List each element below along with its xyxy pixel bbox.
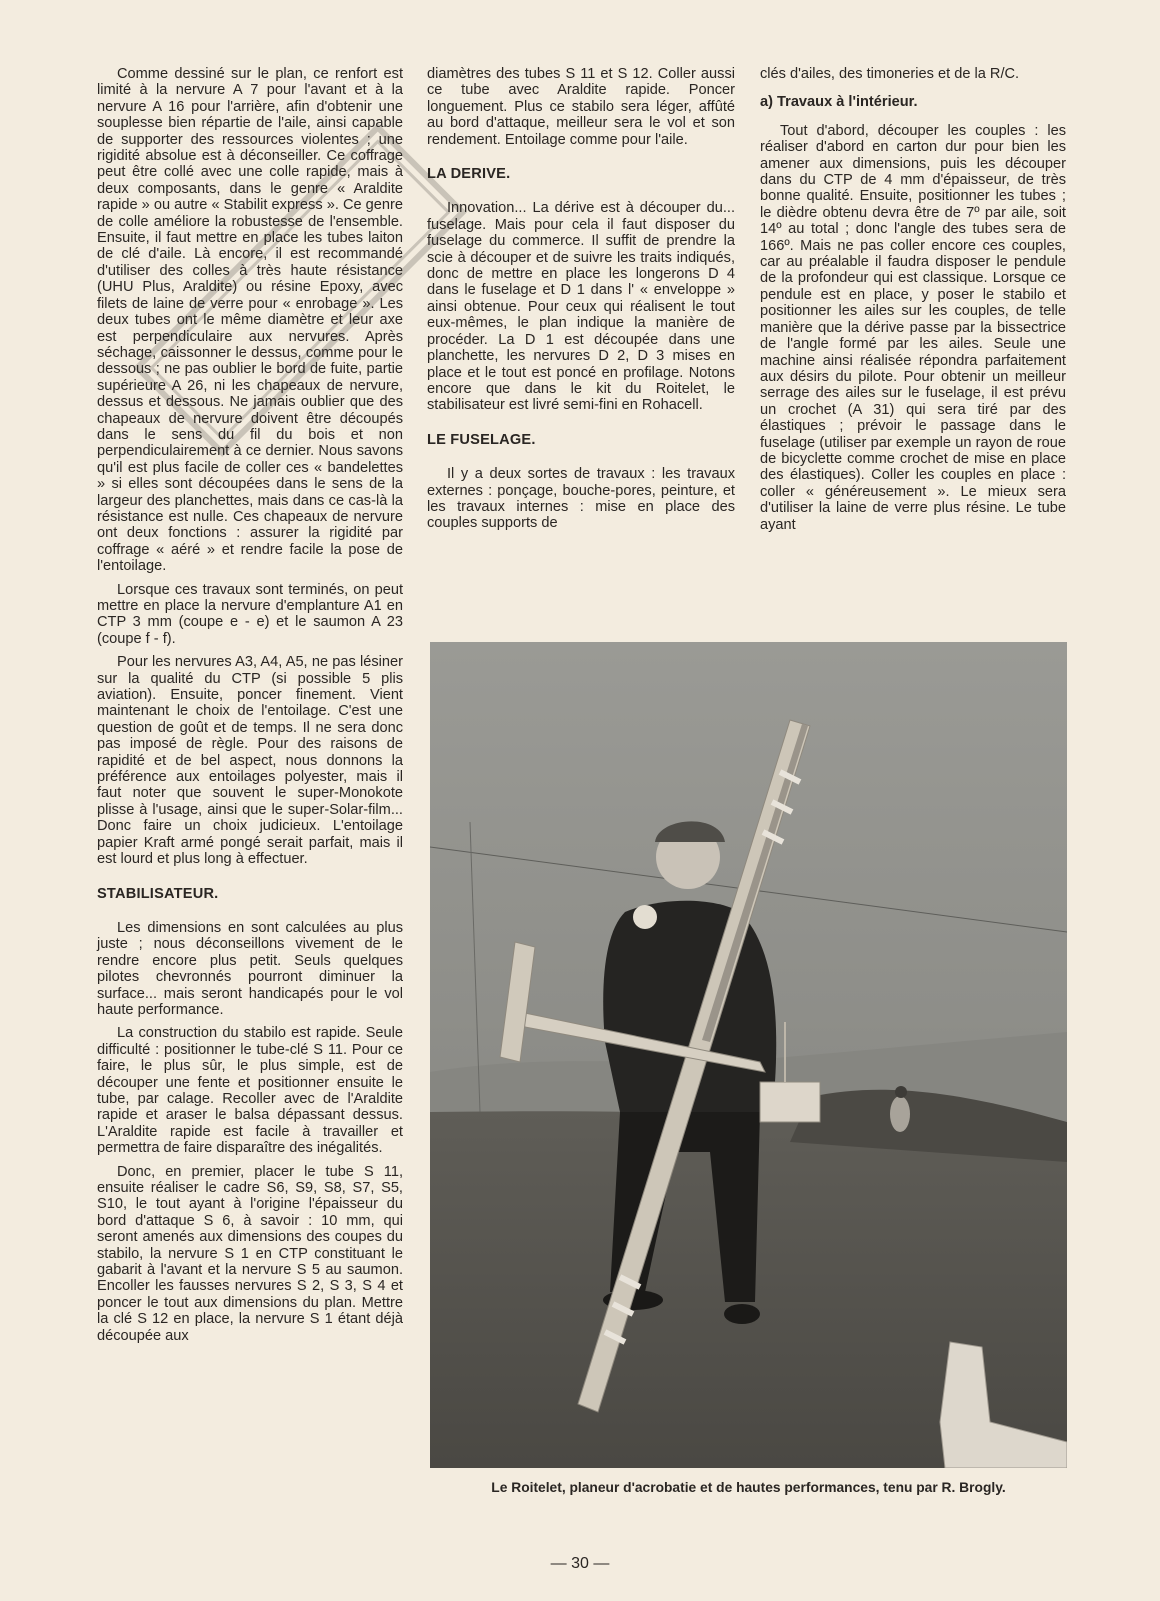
paragraph: clés d'ailes, des timoneries et de la R/C. [760, 66, 1020, 82]
section-heading-stabilisateur: STABILISATEUR. [97, 885, 219, 902]
page-number: — 30 — [550, 1555, 610, 1572]
text-column-1 [97, 66, 403, 1351]
paragraph: Pour les nervures A3, A4, A5, ne pas lésiner sur la qualité du CTP (si possible 5 plis aviation). Ensuite, poncer finement. Vient maintenant le choix de l'entoilage. C'est une question de goût et de temps. Il ne sera donc pas imposé de règle. Pour des raisons de rapidité et de bel aspect, nous donnons la préférence aux entoilages polyester, mais il faut noter que souvent le super-Monokote plisse à l'usage, ainsi que le super-Solar-film... Donc faire un choix judicieux. L'entoilage papier Kraft armé pongé serait parfait, mais il est lourd et plus long à effectuer. [97, 654, 403, 868]
paragraph: Donc, en premier, placer le tube S 11, ensuite réaliser le cadre S6, S9, S8, S7, S5, S10, le tout ayant à l'origine l'épaisseur du bord d'attaque S 6, à savoir : 10 mm, qui seront amenés aux dimensions des coupes du stabilo, la nervure S 1 en CTP constituant le gabarit à l'avant et la nervure S 5 au saumon. Encoller les fausses nervures S 2, S 3, S 4 et poncer le tout aux dimensions du plan. Mettre la clé S 12 en place, la nervure S 1 étant déjà découpée aux [97, 1163, 403, 1344]
paragraph: Il y a deux sortes de travaux : les travaux externes : ponçage, bouche-pores, peinture, et les travaux internes : mise en place des couples supports de [427, 466, 735, 532]
paragraph: Comme dessiné sur le plan, ce renfort est limité à la nervure A 7 pour l'avant et à la nervure A 16 pour l'arrière, afin d'obtenir une souplesse bien répartie de l'aile, ainsi capable de supporter des ressources violentes ; une rigidité absolue est à déconseiller. Ce coffrage peut être collé avec une colle rapide, mais à deux composants, dans le genre « Araldite rapide » ou autre « Stabilit express ». Ce genre de colle améliore la robustesse de l'ensemble. Ensuite, il faut mettre en place les tubes laiton de clé d'aile. Là encore, il est recommandé d'utiliser des colles à très haute résistance (UHU Plus, Araldite) ou résine Epoxy, avec filets de laine de verre pour « enrobage ». Les deux tubes ont le même diamètre et leur axe est perpendiculaire aux nervures. Après séchage, caissonner le dessus, comme pour le dessous ; ne pas oublier le bord de fuite, partie supérieure A 26, ni les chapeaux de nervure, dessus et dessous. Ne jamais oublier que des chapeaux de nervure doivent être découpés dans le sens du fil du bois et non perpendiculairement à ce dernier. Nous savons qu'il est plus facile de coller ces « bandelettes » si elles sont découpées dans le sens de la largeur des planchettes, mais dans ce cas-là la résistance est nulle. Ces chapeaux de nervure ont deux fonctions : assurer la rigidité par coffrage « aéré » et rendre facile la pose de l'entoilage. [97, 66, 403, 575]
subsection-heading-travaux: a) Travaux à l'intérieur. [760, 94, 918, 111]
section-heading-derive: LA DERIVE. [427, 166, 511, 183]
text-column-3 [760, 66, 1066, 540]
paragraph: Lorsque ces travaux sont terminés, on peut mettre en place la nervure d'emplanture A1 en CTP 3 mm (coupe e - e) et le saumon A 23 (coupe f - f). [97, 581, 403, 647]
section-heading-fuselage: LE FUSELAGE. [427, 431, 536, 448]
paragraph: Les dimensions en sont calculées au plus juste ; nous déconseillons vivement de le rendre encore plus petit. Seuls quelques pilotes chevronnés pourront diminuer la surface... mais seront handicapés pour le vol haute performance. [97, 919, 403, 1018]
paragraph: Innovation... La dérive est à découper du... fuselage. Mais pour cela il faut disposer du fuselage du commerce. Il suffit de prendre la scie à découper et de suivre les traits indiqués, donc de mettre en place les longerons D 4 dans le fuselage et D 1 dans l' « enveloppe » ainsi obtenue. Pour ceux qui réalisent le tout eux-mêmes, le plan indique la manière de procéder. La D 1 est découpée dans une planchette, les nervures D 2, D 3 mises en place et le tout est poncé en profilage. Notons encore que dans le kit du Roitelet, le stabilisateur est livré semi-fini en Rohacell. [427, 200, 735, 414]
paragraph: diamètres des tubes S 11 et S 12. Coller aussi ce tube avec Araldite rapide. Poncer longuement. Plus ce stabilo sera léger, affûté au bord d'attaque, meilleur sera le vol et son rendement. Entoilage comme pour l'aile. [427, 66, 735, 148]
paragraph: Tout d'abord, découper les couples : les réaliser d'abord en carton dur pour bien les amener aux dimensions, puis les découper dans du CTP de 4 mm d'épaisseur, de très bonne qualité. Ensuite, positionner les tubes ; le dièdre obtenu devra être de 7º par aile, soit 14º au total ; donc l'angle des tubes sera de 166º. Mais ne pas coller encore ces couples, car au préalable il faudra disposer le pendule de la profondeur qui est classique. Lorsque ce pendule est en place, y poser le stabilo et positionner les ailes sur les couples, de telle manière que la dérive passe par la bissectrice de l'angle formé par les ailes. Seule une machine ainsi réalisée répondra parfaitement aux désirs du pilote. Pour obtenir un meilleur serrage des ailes sur le fuselage, il est prévu un crochet (A 31) qui sera tiré par des élastiques ; prévoir le passage dans le fuselage (utiliser par exemple un rayon de roue de bicyclette comme crochet de mise en place des élastiques). Coller les couples en place : coller « généreusement ». Le mieux sera d'utiliser la laine de verre plus résine. Le tube ayant [760, 122, 1066, 533]
photo-illustration [430, 642, 1067, 1468]
text-column-2 [427, 66, 735, 539]
photo-caption: Le Roitelet, planeur d'acrobatie et de hautes performances, tenu par R. Brogly. [491, 1480, 1006, 1495]
glider-photo [430, 642, 1067, 1468]
paragraph: La construction du stabilo est rapide. Seule difficulté : positionner le tube-clé S 11. Pour ce faire, le plus sûr, le plus simple, est de découper une fente et positionner ensuite le tube, par calage. Recoller avec de l'Araldite rapide et araser le balsa dépassant dessus. L'Araldite rapide est facile à travailler et permettra de faire disparaître des inégalités. [97, 1025, 403, 1157]
